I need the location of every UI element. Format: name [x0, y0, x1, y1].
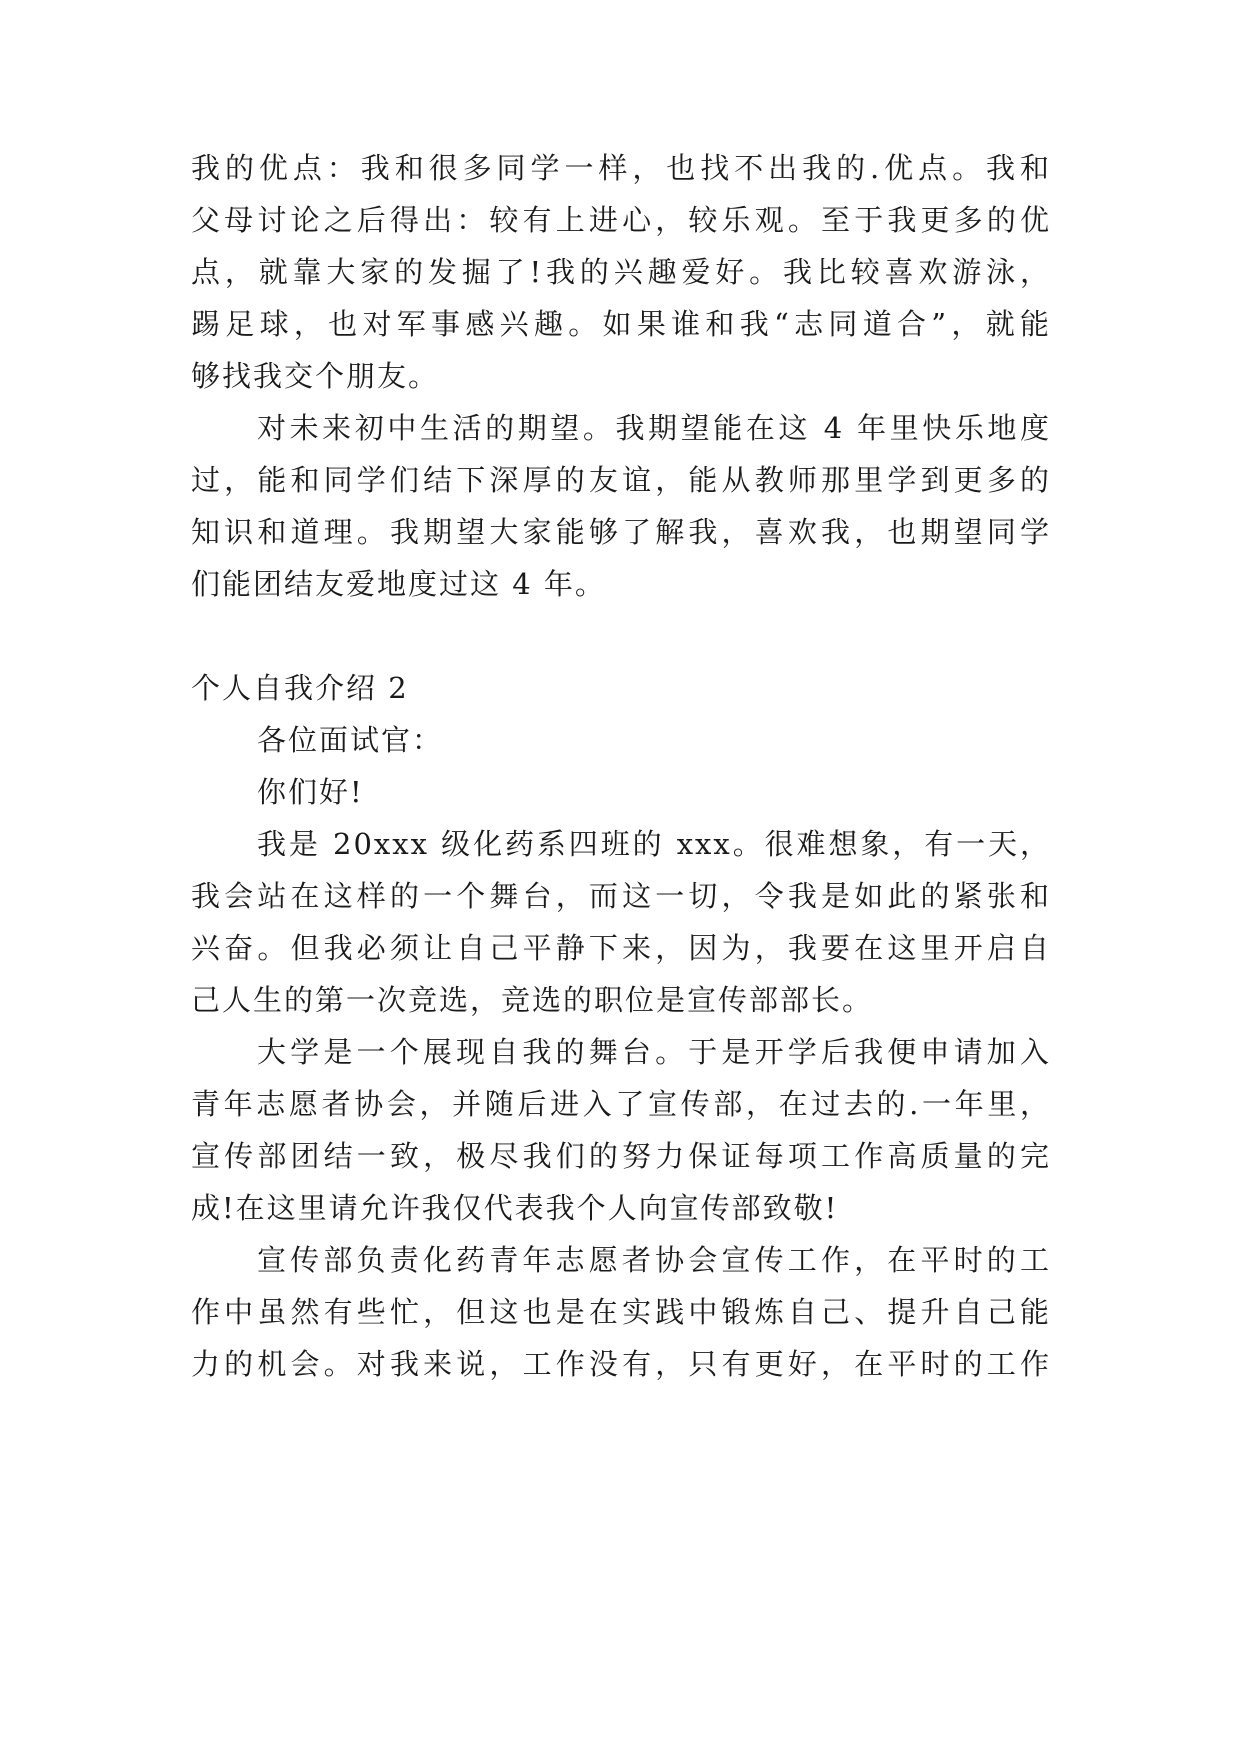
paragraph-line: 们能团结友爱地度过这 4 年。 — [191, 567, 606, 601]
paragraph-line: 己人生的第一次竞选，竞选的职位是宣传部部长。 — [191, 983, 874, 1017]
paragraph-line: 大学是一个展现自我的舞台。于是开学后我便申请加入 — [257, 1035, 1051, 1069]
paragraph-line: 青年志愿者协会，并随后进入了宣传部，在过去的.一年里， — [191, 1087, 1051, 1121]
paragraph-line: 过，能和同学们结下深厚的友谊，能从教师那里学到更多的 — [191, 463, 1051, 497]
paragraph-line: 父母讨论之后得出：较有上进心，较乐观。至于我更多的优 — [191, 203, 1051, 237]
paragraph-line: 宣传部负责化药青年志愿者协会宣传工作，在平时的工 — [257, 1243, 1051, 1277]
paragraph-line: 我的优点：我和很多同学一样，也找不出我的.优点。我和 — [191, 151, 1051, 185]
paragraph-line: 宣传部团结一致，极尽我们的努力保证每项工作高质量的完 — [191, 1139, 1051, 1173]
greeting: 各位面试官： — [257, 723, 444, 757]
paragraph-line: 我是 20xxx 级化药系四班的 xxx。很难想象，有一天， — [257, 827, 1051, 861]
paragraph-line: 踢足球，也对军事感兴趣。如果谁和我“志同道合”，就能 — [191, 307, 1051, 341]
paragraph-line: 知识和道理。我期望大家能够了解我，喜欢我，也期望同学 — [191, 515, 1051, 549]
paragraph-line: 兴奋。但我必须让自己平静下来，因为，我要在这里开启自 — [191, 931, 1051, 965]
paragraph-line: 力的机会。对我来说，工作没有，只有更好，在平时的工作 — [191, 1347, 1051, 1381]
paragraph-line: 点，就靠大家的发掘了!我的兴趣爱好。我比较喜欢游泳， — [191, 255, 1051, 289]
paragraph-line: 成!在这里请允许我仅代表我个人向宣传部致敬! — [191, 1191, 839, 1225]
paragraph-line: 我会站在这样的一个舞台，而这一切，令我是如此的紧张和 — [191, 879, 1051, 913]
paragraph-line: 作中虽然有些忙，但这也是在实践中锻炼自己、提升自己能 — [191, 1295, 1051, 1329]
paragraph-line: 够找我交个朋友。 — [191, 359, 440, 393]
section-title: 个人自我介绍 2 — [191, 671, 409, 705]
salutation: 你们好! — [257, 775, 364, 809]
paragraph-line: 对未来初中生活的期望。我期望能在这 4 年里快乐地度 — [257, 411, 1051, 445]
